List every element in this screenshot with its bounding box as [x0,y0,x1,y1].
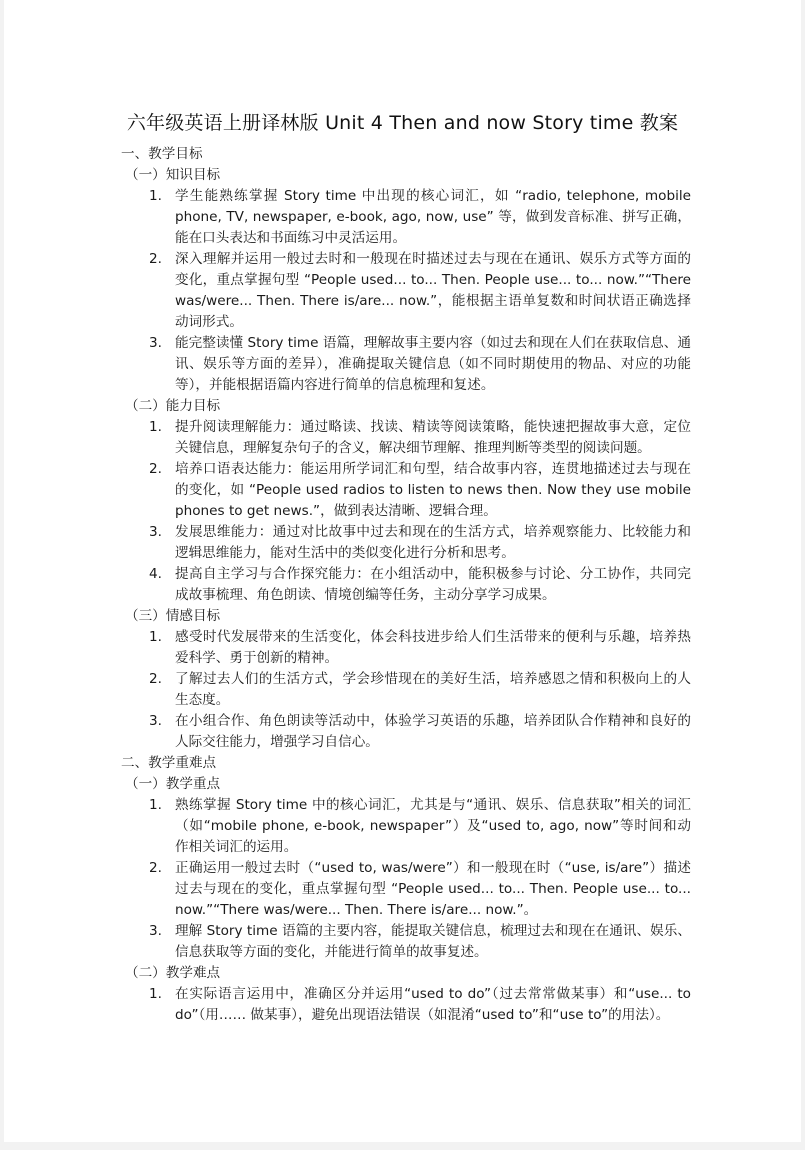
list-item [121,249,691,333]
list-item [121,186,691,249]
subsection-heading: （二）能力目标 [125,398,221,414]
item-text: 在实际语言运用中，准确区分并运用“used to do”（过去常常做某事）和“use... to do”（用…… 做某事），避免出现语法错误（如混淆“used to”和“use to”的用法）。 [175,986,691,1023]
list-item [121,564,691,606]
item-number: 2. [149,671,162,687]
numbered-list [121,417,691,606]
item-number: 1. [149,986,162,1002]
document-page [4,0,801,1142]
item-text: 学生能熟练掌握 Story time 中出现的核心词汇，如 “radio, telephone, mobile phone, TV, newspaper, e-book, ago, now, use” 等，做到发音标准、拼写正确，能在口头表达和书面练习中灵活运用。 [175,188,691,246]
document-title: 六年级英语上册译林版 Unit 4 Then and now Story time 教案 [126,112,679,134]
item-text: 发展思维能力：通过对比故事中过去和现在的生活方式，培养观察能力、比较能力和逻辑思维能力，能对生活中的类似变化进行分析和思考。 [175,524,691,561]
item-text: 提高自主学习与合作探究能力：在小组活动中，能积极参与讨论、分工协作，共同完成故事梳理、角色朗读、情境创编等任务，主动分享学习成果。 [175,566,691,603]
list-item [121,858,691,921]
list-item [121,627,691,669]
section-key-and-difficult-points [121,753,691,1026]
item-text: 熟练掌握 Story time 中的核心词汇，尤其是与“通讯、娱乐、信息获取”相关的词汇（如“mobile phone, e-book, newspaper”）及“used to, ago, now”等时间和动作相关词汇的运用。 [175,797,691,855]
list-item [121,669,691,711]
subsection-heading: （一）知识目标 [125,167,221,183]
numbered-list [121,186,691,396]
item-number: 2. [149,860,162,876]
list-item [121,417,691,459]
item-number: 2. [149,461,162,477]
numbered-list [121,984,691,1026]
document-body [121,144,691,1026]
item-text: 理解 Story time 语篇的主要内容，能提取关键信息，梳理过去和现在在通讯、娱乐、信息获取等方面的变化，并能进行简单的故事复述。 [175,923,691,960]
item-number: 1. [149,419,162,435]
item-number: 1. [149,797,162,813]
subsection-heading: （一）教学重点 [125,776,221,792]
item-text: 能完整读懂 Story time 语篇，理解故事主要内容（如过去和现在人们在获取信息、通讯、娱乐等方面的差异），准确提取关键信息（如不同时期使用的物品、对应的功能等），并能根据语篇内容进行简单的信息梳理和复述。 [175,335,691,393]
numbered-list [121,627,691,753]
item-number: 3. [149,335,162,351]
list-item [121,795,691,858]
subsection-heading: （二）教学难点 [125,965,221,981]
section-heading: 一、教学目标 [121,146,203,162]
item-number: 2. [149,251,162,267]
numbered-list [121,795,691,963]
subsection-heading: （三）情感目标 [125,608,221,624]
list-item [121,921,691,963]
list-item [121,522,691,564]
list-item [121,984,691,1026]
item-number: 1. [149,629,162,645]
item-text: 感受时代发展带来的生活变化，体会科技进步给人们生活带来的便利与乐趣，培养热爱科学、勇于创新的精神。 [175,629,691,666]
item-number: 4. [149,566,162,582]
list-item [121,459,691,522]
list-item [121,711,691,753]
item-number: 3. [149,923,162,939]
item-number: 3. [149,713,162,729]
list-item [121,333,691,396]
item-text: 提升阅读理解能力：通过略读、找读、精读等阅读策略，能快速把握故事大意，定位关键信息，理解复杂句子的含义，解决细节理解、推理判断等类型的阅读问题。 [175,419,691,456]
item-text: 深入理解并运用一般过去时和一般现在时描述过去与现在在通讯、娱乐方式等方面的变化，重点掌握句型 “People used... to... Then. People use... to... now.”“There was/were... Then. There is/are... now.”，能根据主语单复数和时间状语正确选择动词形式。 [175,251,691,330]
item-number: 1. [149,188,162,204]
item-text: 培养口语表达能力：能运用所学词汇和句型，结合故事内容，连贯地描述过去与现在的变化，如 “People used radios to listen to news then. Now they use mobile phones to get news.”，做到表达清晰、逻辑合理。 [175,461,691,519]
section-heading: 二、教学重难点 [121,755,217,771]
item-text: 正确运用一般过去时（“used to, was/were”）和一般现在时（“use, is/are”）描述过去与现在的变化，重点掌握句型 “People used... to... Then. People use... to... now.”“There was/were... Then. There is/are... now.”。 [175,860,691,918]
item-text: 了解过去人们的生活方式，学会珍惜现在的美好生活，培养感恩之情和积极向上的人生态度。 [175,671,691,708]
item-text: 在小组合作、角色朗读等活动中，体验学习英语的乐趣，培养团队合作精神和良好的人际交往能力，增强学习自信心。 [175,713,691,750]
section-teaching-objectives [121,144,691,753]
item-number: 3. [149,524,162,540]
